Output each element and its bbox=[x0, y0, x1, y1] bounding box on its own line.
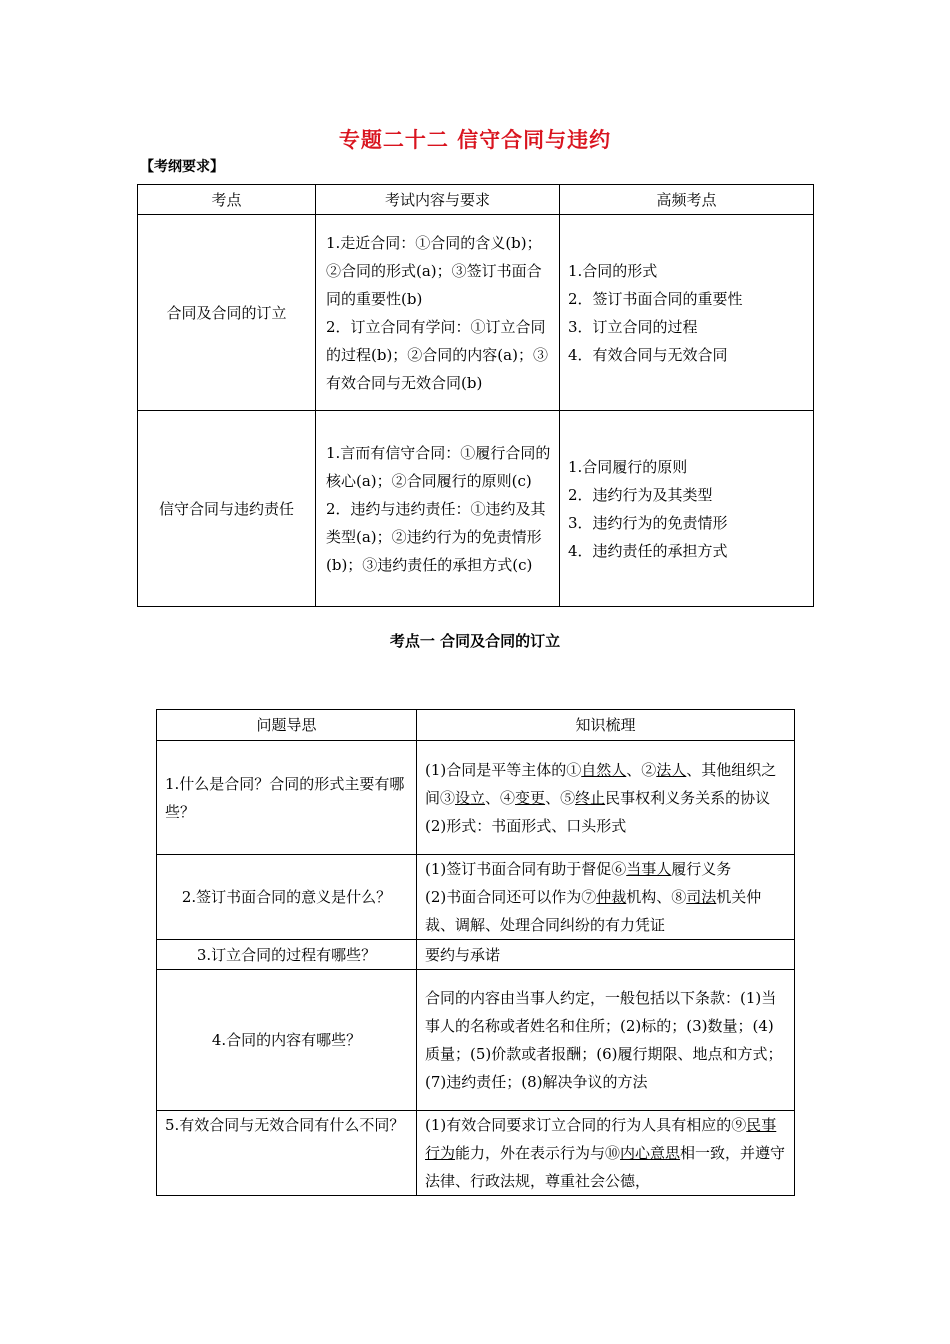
content-line: 2．订立合同有学问：①订立合同的过程(b)；②合同的内容(a)；③有效合同与无效合同(b) bbox=[326, 317, 548, 392]
frequent-item: 1.合同履行的原则 bbox=[568, 457, 688, 476]
question-cell: 4.合同的内容有哪些？ bbox=[157, 970, 417, 1111]
table-row bbox=[157, 1111, 795, 1196]
point-cell: 信守合同与违约责任 bbox=[138, 411, 316, 607]
header-cell: 高频考点 bbox=[560, 185, 814, 215]
blank-answer: 变更 bbox=[515, 788, 546, 807]
content-line: 1.言而有信守合同：①履行合同的核心(a)；②合同履行的原则(c) bbox=[326, 443, 551, 490]
answer-text: 、② bbox=[626, 760, 657, 779]
syllabus-table bbox=[137, 184, 814, 607]
blank-answer: 自然人 bbox=[581, 760, 627, 779]
blank-answer: 设立 bbox=[455, 788, 486, 807]
header-cell: 知识梳理 bbox=[417, 710, 795, 741]
answer-text: 机构、⑧ bbox=[626, 888, 687, 906]
answer-text: 、⑤ bbox=[545, 788, 576, 807]
content-cell bbox=[316, 411, 560, 607]
frequent-item: 2．违约行为及其类型 bbox=[568, 485, 713, 504]
knowledge-table bbox=[156, 709, 795, 1196]
table-header-row bbox=[138, 185, 814, 215]
answer-text: (2)形式：书面形式、口头形式 bbox=[425, 816, 627, 835]
answer-cell bbox=[417, 855, 795, 940]
answer-text: 履行义务 bbox=[671, 860, 732, 878]
frequent-item: 1.合同的形式 bbox=[568, 261, 658, 280]
requirements-label: 【考纲要求】 bbox=[140, 159, 224, 175]
question-cell: 2.签订书面合同的意义是什么？ bbox=[157, 855, 417, 940]
frequent-item: 3．违约行为的免责情形 bbox=[568, 513, 728, 532]
answer-text: (1)签订书面合同有助于督促⑥ bbox=[425, 860, 627, 878]
blank-answer: 法人 bbox=[656, 760, 687, 779]
table-header-row bbox=[157, 710, 795, 741]
content-cell bbox=[316, 215, 560, 411]
header-cell: 考点 bbox=[138, 185, 316, 215]
section-title: 考点一 合同及合同的订立 bbox=[389, 632, 561, 650]
answer-text: (1)合同是平等主体的① bbox=[425, 760, 582, 779]
blank-answer: 终止 bbox=[575, 788, 606, 807]
table-row bbox=[138, 215, 814, 411]
blank-answer: 民事行为 bbox=[425, 1116, 777, 1162]
answer-text: 相一致，并遵守法律、行政法规，尊重社会公德， bbox=[425, 1144, 786, 1190]
table-row bbox=[157, 855, 795, 940]
table-row bbox=[157, 940, 795, 970]
answer-text: (1)有效合同要求订立合同的行为人具有相应的⑨ bbox=[425, 1116, 747, 1134]
frequent-item: 2．签订书面合同的重要性 bbox=[568, 289, 743, 308]
answer-cell bbox=[417, 1111, 795, 1196]
table-row bbox=[157, 741, 795, 855]
content-line: 1.走近合同：①合同的含义(b)；②合同的形式(a)；③签订书面合同的重要性(b) bbox=[326, 233, 542, 308]
question-cell: 5.有效合同与无效合同有什么不同？ bbox=[157, 1111, 417, 1196]
answer-text: 、其他组织之间③ bbox=[425, 760, 777, 807]
blank-answer: 仲裁 bbox=[596, 888, 627, 906]
answer-text: 机关仲裁、调解、处理合同纠纷的有力凭证 bbox=[425, 888, 762, 934]
frequent-item: 4．有效合同与无效合同 bbox=[568, 345, 728, 364]
answer-text: 能力，外在表示行为与⑩ bbox=[455, 1144, 621, 1162]
table-row bbox=[138, 411, 814, 607]
answer-cell bbox=[417, 741, 795, 855]
answer-cell: 要约与承诺 bbox=[417, 940, 795, 970]
blank-answer: 内心意思 bbox=[620, 1144, 681, 1162]
page-title: 专题二十二 信守合同与违约 bbox=[338, 128, 612, 152]
frequent-cell bbox=[560, 215, 814, 411]
answer-text: (2)书面合同还可以作为⑦ bbox=[425, 888, 597, 906]
answer-text: 民事权利义务关系的协议 bbox=[605, 788, 771, 807]
frequent-cell bbox=[560, 411, 814, 607]
header-cell: 问题导思 bbox=[157, 710, 417, 741]
point-cell: 合同及合同的订立 bbox=[138, 215, 316, 411]
content-line: 2．违约与违约责任：①违约及其类型(a)；②违约行为的免责情形(b)；③违约责任的承担方式(c) bbox=[326, 499, 546, 574]
blank-answer: 当事人 bbox=[626, 860, 672, 878]
answer-text: 、④ bbox=[485, 788, 516, 807]
frequent-item: 4．违约责任的承担方式 bbox=[568, 541, 728, 560]
blank-answer: 司法 bbox=[686, 888, 717, 906]
table-row bbox=[157, 970, 795, 1111]
question-cell: 3.订立合同的过程有哪些？ bbox=[157, 940, 417, 970]
answer-cell: 合同的内容由当事人约定，一般包括以下条款：(1)当事人的名称或者姓名和住所；(2)标的；(3)数量；(4)质量；(5)价款或者报酬；(6)履行期限、地点和方式；(7)违约责任；(8)解决争议的方法 bbox=[417, 970, 795, 1111]
header-cell: 考试内容与要求 bbox=[316, 185, 560, 215]
question-cell: 1.什么是合同？合同的形式主要有哪些？ bbox=[157, 741, 417, 855]
answer-line bbox=[425, 855, 786, 883]
frequent-item: 3．订立合同的过程 bbox=[568, 317, 698, 336]
